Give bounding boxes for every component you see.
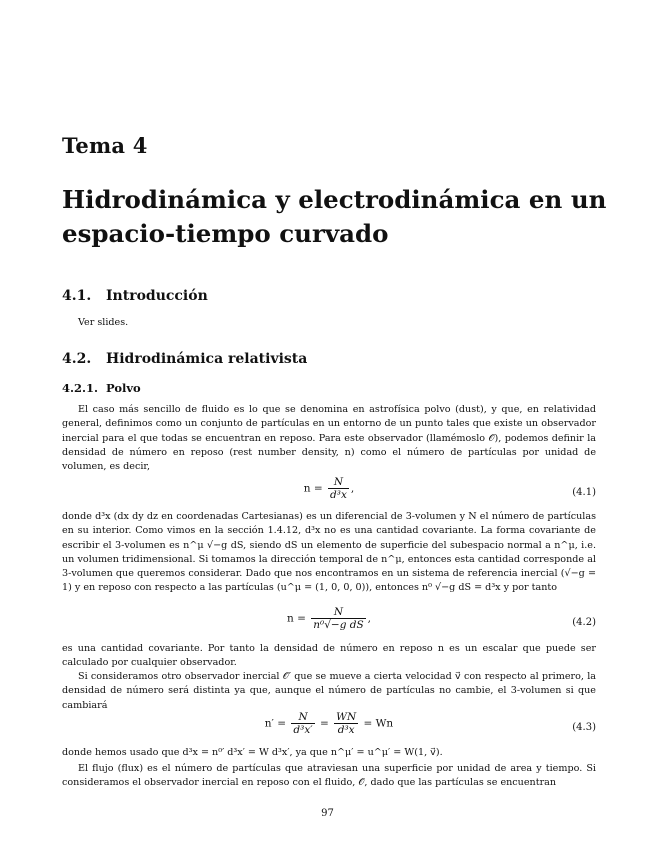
fraction-denominator: d³x′ [293, 724, 313, 736]
equation-rhs: = Wn [363, 717, 394, 730]
equation-4-2 [62, 606, 596, 640]
equation-number: (4.1) [572, 487, 596, 498]
paragraph-4: Si consideramos otro observador inercial 𝒪′ que se mueve a cierta velocidad v⃗ con respecto al primero, la densidad de número será distinta ya que, aunque el número de partículas no cambie, el 3-volumen si que cambiará [62, 671, 596, 711]
equation-lhs: n = [303, 482, 323, 495]
equation-fraction [311, 606, 365, 631]
section-text: Ver slides. [78, 317, 129, 328]
section-number: 4.1. [62, 288, 92, 304]
equation-fraction-2 [334, 711, 358, 736]
section-title: Hidrodinámica relativista [106, 351, 308, 367]
subsection-heading-4-2-1 [62, 381, 141, 395]
chapter-title: Hidrodinámica y electrodinámica en un espacio-tiempo curvado [62, 185, 607, 248]
equation-number: (4.3) [572, 722, 596, 733]
fraction-numerator: N [298, 711, 308, 723]
paragraph-6: El flujo (flux) es el número de partículas que atraviesan una superficie por unidad de area y tiempo. Si consideramos el observador inercial en reposo con el fluido, 𝒪, dado que las partículas se encuentran [62, 763, 596, 789]
section-heading-4-1 [62, 288, 208, 304]
paragraph-5: donde hemos usado que d³x = n⁰′ d³x′ = W d³x′, ya que n^μ′ = u^μ′ = W(1, v⃗). [62, 747, 443, 758]
paragraph-2: donde d³x (dx dy dz en coordenadas Cartesianas) es un diferencial de 3-volumen y N el número de partículas en su interior. Como vimos en la sección 1.4.12, d³x no es una cantidad covariante. La forma covariante de escribir el 3-volumen es n^μ √−g dS, siendo dS un elemento de superficie del subespacio normal a n^μ, i.e. un volumen tridimensional. Si tomamos la dirección temporal de n^μ, entonces esta cantidad corresponde al 3-volumen que queremos considerar. Dado que nos encontramos en un sistema de referencia inercial (√−g = 1) y en reposo con respecto a las partículas (u^μ = (1, 0, 0, 0)), entonces n⁰ √−g dS = d³x y por tanto [62, 511, 596, 594]
subsection-number: 4.2.1. [62, 381, 99, 395]
equation-fraction-1 [291, 711, 314, 736]
fraction-denominator: d³x [330, 489, 347, 501]
equation-lhs: n′ = [264, 717, 287, 730]
fraction-denominator: n⁰√−g dS [313, 619, 364, 631]
subsection-title: Polvo [106, 381, 141, 395]
equation-equals: = [320, 717, 329, 730]
equation-4-3 [62, 711, 596, 745]
equation-number: (4.2) [572, 617, 596, 628]
equation-fraction [328, 476, 349, 501]
equation-tail: , [367, 612, 372, 625]
page-number: 97 [321, 808, 334, 819]
section-number: 4.2. [62, 351, 92, 367]
equation-4-1 [62, 476, 596, 510]
chapter-label: Tema 4 [62, 133, 148, 158]
section-title: Introducción [106, 288, 208, 304]
equation-tail: , [350, 482, 355, 495]
fraction-numerator: N [333, 476, 344, 488]
fraction-numerator: WN [336, 711, 357, 723]
paragraph-3: es una cantidad covariante. Por tanto la densidad de número en reposo n es un escalar que puede ser calculado por cualquier observador. [62, 643, 596, 669]
section-heading-4-2 [62, 351, 307, 367]
equation-lhs: n = [286, 612, 306, 625]
fraction-denominator: d³x [334, 723, 358, 736]
fraction-numerator: N [333, 606, 344, 618]
paragraph-1: El caso más sencillo de fluido es lo que se denomina en astrofísica polvo (dust), y que, en relatividad general, definimos como un conjunto de partículas en un entorno de un punto tales que existe un observador inercial para el que todas se encuentran en reposo. Para este observador (llamémoslo 𝒪), podemos definir la densidad de número en reposo (rest number density, n) como el número de partículas por unidad de volumen, es decir, [62, 404, 596, 473]
